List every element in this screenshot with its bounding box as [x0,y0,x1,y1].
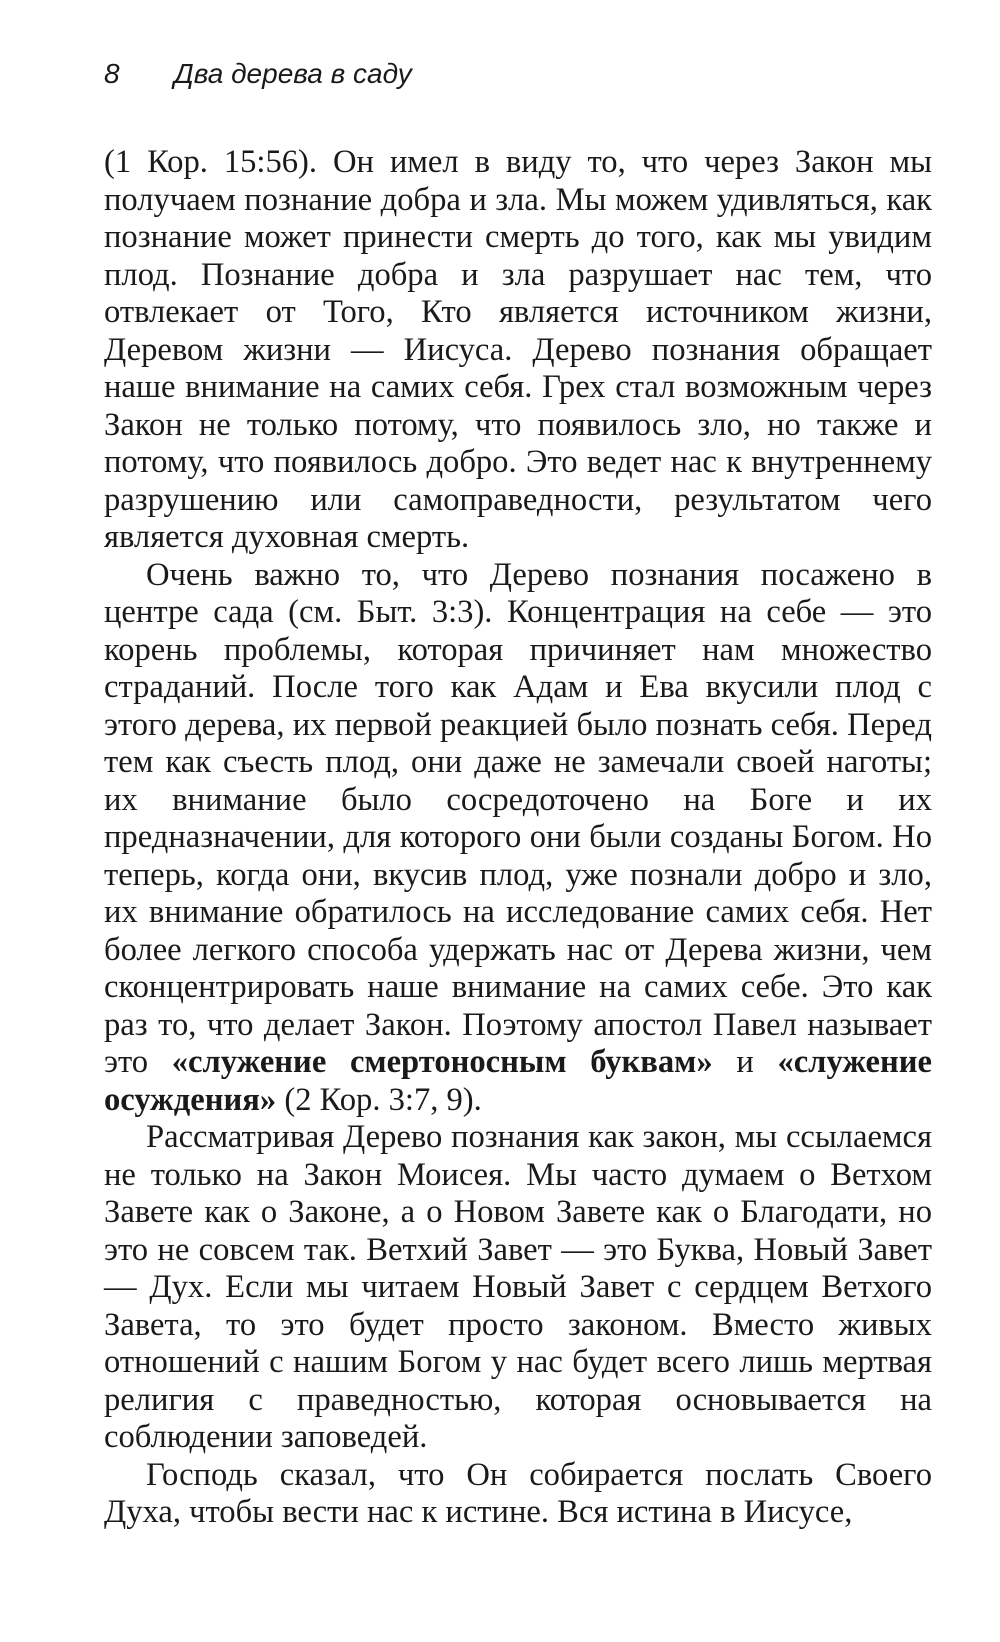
page-number: 8 [104,58,120,89]
bold-quote-ministry-of-condemnation: «служение осуждения» [104,1044,932,1118]
running-title: Два дерева в саду [174,58,412,89]
paragraph-spirit-of-truth: Господь сказал, что Он собирается послать Своего Духа, чтобы вести нас к истине. Вся истина в Иисусе, [104,1456,932,1530]
paragraph-continued: (1 Кор. 15:56). Он имел в виду то, что через Закон мы получаем познание добра и зла. Мы можем удивляться, как познание может принести смерть до того, как мы увидим плод. Познание добра и зла разрушает нас тем, что отвлекает от Того, Кто является источником жизни, Деревом жизни — Иисуса. Дерево познания обращает наше внимание на самих себя. Грех стал возможным через Закон не только потому, что появилось зло, но также и потому, что появилось добро. Это ведет нас к внутреннему разрушению или самоправедности, результатом чего является духовная смерть. [104,144,932,555]
paragraph-law-and-grace: Рассматривая Дерево познания как закон, мы ссылаемся не только на Закон Моисея. Мы часто думаем о Ветхом Завете как о Законе, а о Новом Завете как о Благодати, но это не совсем так. Ветхий Завет — это Буква, Новый Завет — Дух. Если мы читаем Новый Завет с сердцем Ветхого Завета, то это будет просто законом. Вместо живых отношений с нашим Богом у нас будет всего лишь мертвая религия с праведностью, которая основывается на соблюдении заповедей. [104,1119,932,1455]
paragraph-text: Очень важно то, что Дерево познания посажено в центре сада (см. Быт. 3:3). Концентрация на себе — это корень проблемы, которая причиняет нам множество страданий. После того как Адам и Ева вкусили плод с этого дерева, их первой реакцией было познать себя. Перед тем как съесть плод, они даже не замечали своей наготы; их внимание было сосредоточено на Боге и их предназначении, для которого они были созданы Богом. Но теперь, когда они, вкусив плод, уже познали добро и зло, их внимание обратилось на исследование самих себя. Нет более легкого способа удержать нас от Дерева жизни, чем сконцентрировать наше внимание на самих себе. Это как раз то, что делает Закон. Поэтому апостол Павел называет это [104,556,932,1080]
paragraph-text: и [712,1044,778,1080]
bold-quote-ministry-of-death: «служение смертоносным буквам» [171,1044,713,1080]
running-header [104,56,412,92]
paragraph-tree-of-knowledge-center [104,557,932,1120]
body-text [104,144,932,1532]
paragraph-text: (2 Кор. 3:7, 9). [276,1081,482,1118]
